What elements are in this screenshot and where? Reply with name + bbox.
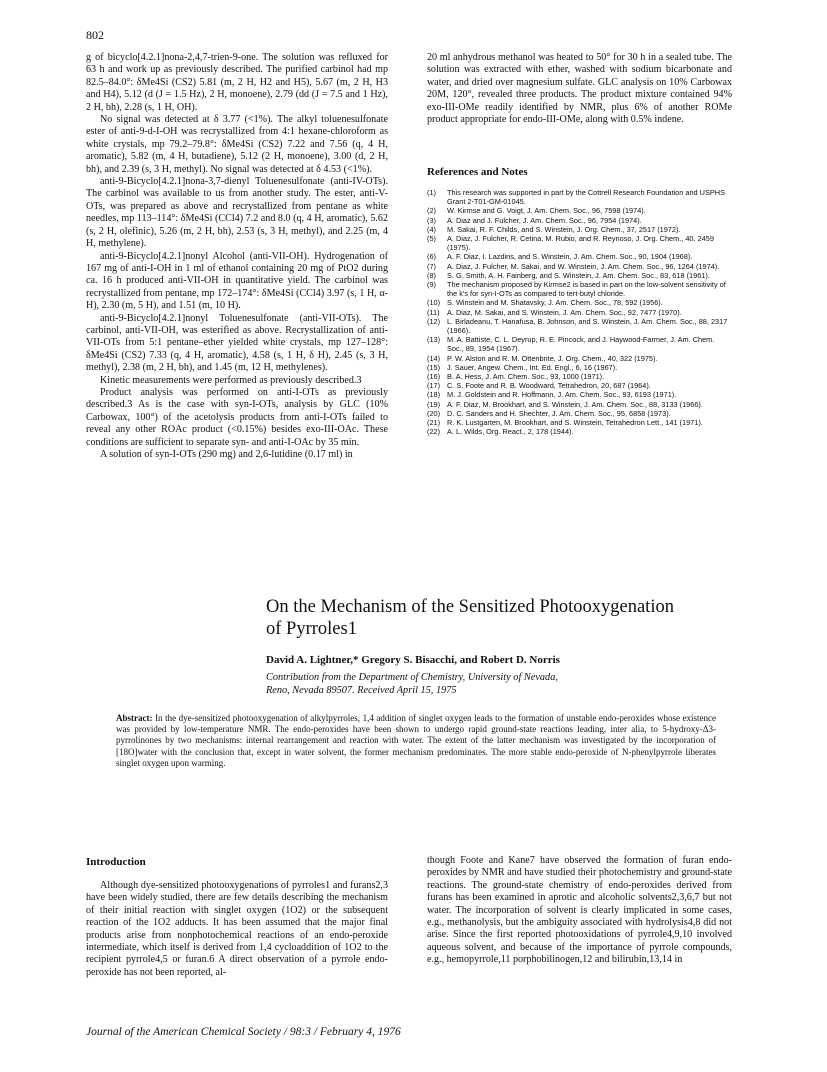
- reference-item: [427, 390, 732, 399]
- paragraph: anti-9-Bicyclo[4.2.1]nona-3,7-dienyl Toluenesulfonate (anti-IV-OTs). The carbinol was available to us from another study. The ester, anti-V-OTs, was prepared as above and recrystallized from pentane as white needles, mp 113–114°: δMe4Si (CCl4) 7.2 and 8.0 (q, 4 H, aromatic), 5.62 (s, 2 H, olefinic), 5.26 (m, 2 H, bh), 2.53 (s, 3 H, methyl), and 2.25 (m, 4 H, methylene).: [86, 176, 388, 250]
- reference-text: A. Diaz and J. Fulcher, J. Am. Chem. Soc., 96, 7954 (1974).: [447, 215, 642, 225]
- abstract: [116, 713, 716, 769]
- introduction-heading: Introduction: [86, 856, 146, 868]
- reference-item: [427, 206, 732, 215]
- paragraph: Although dye-sensitized photooxygenations of pyrroles1 and furans2,3 have been widely studied, there are few details describing the mechanism of their initial reaction with singlet oxygen (1O2) or the subsequent reaction of the 1O2 adducts. It has been assumed that the major final products arise from nonphotochemical reactions of an endo-peroxide intermediate, which itself is derived from 1,4 cycloaddition of 1O2 to the recipient pyrrole4,5 or furan.6 A direct observation of a pyrrole endo-peroxide has not been reported, al-: [86, 880, 388, 978]
- reference-number: (11): [427, 307, 440, 317]
- reference-number: (22): [427, 427, 441, 437]
- abstract-text: In the dye-sensitized photooxygenation of alkylpyrroles, 1,4 addition of singlet oxygen leads to the formation of unstable endo-peroxides whose existence was provided by low-temperature NMR. The endo-peroxides have been shown to undergo rapid ground-state reactions leading, inter alia, to 5-hydroxy-Δ3-pyrrolinones by two mechanisms: internal rearrangement and reaction with water. The extent of the latter mechanism was investigated by the incorporation of [18O]water with the conclusion that, except in water solvent, the former mechanism predominates. The more stable endo-peroxide of N-phenylpyrrole liberates singlet oxygen upon warming.: [116, 713, 716, 768]
- reference-number: (1): [427, 188, 436, 197]
- reference-text: J. Sauer, Angew. Chem., Int. Ed. Engl., 6, 16 (1967).: [447, 362, 618, 372]
- reference-number: (10): [427, 298, 441, 308]
- reference-number: (16): [427, 372, 441, 382]
- reference-item: [427, 400, 732, 409]
- reference-item: [427, 335, 732, 353]
- reference-number: (13): [427, 335, 441, 345]
- reference-number: (5): [427, 234, 436, 244]
- reference-item: [427, 317, 732, 335]
- reference-text: P. W. Alston and R. M. Ottenbrite, J. Org. Chem., 40, 322 (1975).: [447, 353, 658, 363]
- reference-text: L. Birladeanu, T. Hanafusa, B. Johnson, and S. Winstein, J. Am. Chem. Soc., 88, 2317 (1966).: [447, 316, 728, 336]
- page-number: 802: [86, 28, 104, 42]
- reference-item: [427, 216, 732, 225]
- reference-text: C. S. Foote and R. B. Woodward, Tetrahedron, 20, 687 (1964).: [447, 381, 651, 391]
- paragraph: 20 ml anhydrous methanol was heated to 50° for 30 h in a sealed tube. The solution was extracted with ether, washed with sodium bicarbonate and water, and dried over magnesium sulfate. GLC analysis on 10% Carbowax 20M, 120°, revealed three products. The product mixture contained 94% exo-III-OMe readily identified by NMR, plus 6% of another ROMe product appropriate for endo-III-OMe, along with 0.5% indene.: [427, 52, 732, 126]
- paragraph: No signal was detected at δ 3.77 (<1%). The alkyl toluenesulfonate ester of anti-9-d-I-OH was recrystallized from 4:1 hexane-chloroform as white crystals, mp 79.2–79.8°: δMe4Si (CS2) 7.22 and 7.56 (q, 4 H, aromatic), 5.82 (m, 4 H, butadiene), 5.12 (2 H, monoene), 3.00 (d, 2 H, bh), and 2.39 (s, 3 H, methyl). No signal was detected at δ 4.53 (<1%).: [86, 114, 388, 175]
- reference-text: S. G. Smith, A. H. Fainberg, and S. Winstein, J. Am. Chem. Soc., 83, 618 (1961).: [447, 270, 710, 280]
- affiliation-line: Reno, Nevada 89507. Received April 15, 1975: [266, 685, 457, 696]
- paragraph: Kinetic measurements were performed as previously described.3: [100, 374, 362, 386]
- reference-text: A. Diaz, M. Sakai, and S. Winstein, J. Am. Chem. Soc., 92, 7477 (1970).: [447, 307, 682, 317]
- reference-item: [427, 381, 732, 390]
- reference-item: [427, 427, 732, 436]
- paragraph: Product analysis was performed on anti-I-OTs as previously described.3 As is the case with syn-I-OTs, analysis by GLC (10% Carbowax, 100°) of the acetolysis products from anti-I-OTs failed to reveal any other ROAc product (<0.15%) besides exo-III-OAc. These conditions are sufficient to separate syn- and anti-I-OAc by 35 min.: [86, 386, 388, 448]
- reference-number: (15): [427, 362, 441, 372]
- reference-number: (20): [427, 408, 441, 418]
- reference-item: [427, 262, 732, 271]
- references-heading: References and Notes: [427, 166, 528, 178]
- introduction-right-column: [427, 855, 732, 967]
- reference-item: [427, 252, 732, 261]
- reference-number: (6): [427, 252, 436, 262]
- reference-text: S. Winstein and M. Shatavsky, J. Am. Chem. Soc., 78, 592 (1956).: [447, 298, 663, 308]
- reference-text: A. Diaz, J. Fulcher, R. Cetina, M. Rubio, and R. Reynoso, J. Org. Chem., 40, 2459 (1975).: [447, 234, 714, 253]
- affiliation: [266, 671, 558, 697]
- paragraph: though Foote and Kane7 have observed the formation of furan endo-peroxides by NMR and have studied their photochemistry and ground-state reactions. The ground-state chemistry of endo-peroxides derived from furans has been examined in aprotic and alcoholic solvents2,3,6,7 but not water. The incorporation of solvent is clearly implicated in some cases, e.g., methanolysis, but the ambiguity associated with hydrolysis4,8 did not arise. Since the first reported photooxidations of pyrrole4,9,10 involved aqueous solvent, and because of the importance of pyrrole compounds, e.g., hemopyrrole,11 porphobilinogen,12 and bilirubin,13,14 in: [427, 855, 732, 966]
- reference-number: (17): [427, 381, 441, 391]
- reference-number: (18): [427, 390, 441, 400]
- reference-item: [427, 225, 732, 234]
- paragraph: anti-9-Bicyclo[4.2.1]nonyl Toluenesulfonate (anti-VII-OTs). The carbinol, anti-VII-OH, was esterified as above. Recrystallization of anti-VII-OTs from 5:1 pentane–ether yielded white crystals, mp 127–128°: δMe4Si (CS2) 7.33 (q, 4 H, aromatic), 4.58 (s, 1 H, δ H), 2.45 (s, 3 H, methyl), 2.38 (m, 2 H, bh), and 1.45 (m, 12 H, methylenes).: [86, 312, 388, 374]
- reference-item: [427, 418, 732, 427]
- reference-number: (19): [427, 399, 441, 409]
- paragraph: g of bicyclo[4.2.1]nona-2,4,7-trien-9-one. The solution was refluxed for 63 h and work up as previously described. The purified carbinol had mp 82.5–84.0°: δMe4Si (CS2) 5.81 (m, 2 H, H2 and H5), 5.67 (m, 2 H, H3 and H4), 5.12 (d (J = 1.5 Hz), 2 H, monoene), 2.79 (dd (J = 7.5 and 1 Hz), 2 H, bh), 2.28 (s, 1 H, OH).: [86, 52, 388, 113]
- reference-number: (4): [427, 224, 436, 234]
- reference-item: [427, 354, 732, 363]
- authors: David A. Lightner,* Gregory S. Bisacchi, and Robert D. Norris: [266, 654, 560, 666]
- left-column-experimental: [86, 52, 388, 461]
- reference-number: (21): [427, 418, 441, 428]
- references-list: [427, 188, 732, 436]
- reference-text: A. Diaz, J. Fulcher, M. Sakai, and W. Winstein, J. Am. Chem. Soc., 96, 1264 (1974).: [447, 261, 720, 271]
- reference-item: [427, 372, 732, 381]
- reference-item: [427, 271, 732, 280]
- reference-text: The mechanism proposed by Kirmse2 is based in part on the low-solvent sensitivity of the k's for syn-I-OTs as compared to tert-butyl chloride.: [447, 280, 726, 299]
- reference-text: M. A. Battiste, C. L. Deyrup, R. E. Pincock, and J. Haywood-Farmer, J. Am. Chem. Soc., 89, 1954 (1967).: [447, 335, 715, 354]
- reference-text: B. A. Hess, J. Am. Chem. Soc., 93, 1000 (1971).: [447, 372, 605, 382]
- title-line: On the Mechanism of the Sensitized Photooxygenation: [266, 597, 674, 617]
- reference-item: [427, 298, 732, 307]
- reference-text: M. Sakai, R. F. Childs, and S. Winstein, J. Org. Chem., 37, 2517 (1972).: [447, 224, 681, 234]
- abstract-label: Abstract:: [116, 713, 153, 723]
- reference-text: A. F. Diaz, M. Brookhart, and S. Winstein, J. Am. Chem. Soc., 88, 3133 (1966).: [447, 399, 703, 409]
- right-column-experimental: [427, 52, 732, 126]
- reference-number: (8): [427, 270, 436, 280]
- reference-number: (3): [427, 215, 436, 225]
- journal-footer: Journal of the American Chemical Society / 98:3 / February 4, 1976: [86, 1026, 401, 1038]
- reference-text: A. L. Wilds, Org. React., 2, 178 (1944).: [447, 427, 574, 437]
- reference-number: (2): [427, 206, 436, 216]
- reference-text: R. K. Lustgarten, M. Brookhart, and S. Winstein, Tetrahedron Lett., 141 (1971).: [447, 418, 703, 428]
- article-title: [266, 596, 674, 640]
- reference-item: [427, 280, 732, 298]
- introduction-left-column: [86, 880, 388, 979]
- reference-text: W. Kirmse and G. Voigt, J. Am. Chem. Soc., 96, 7598 (1974).: [447, 206, 646, 216]
- reference-item: [427, 308, 732, 317]
- reference-item: [427, 409, 732, 418]
- affiliation-line: Contribution from the Department of Chemistry, University of Nevada,: [266, 672, 558, 683]
- reference-number: (9): [427, 280, 436, 290]
- reference-item: [427, 188, 732, 206]
- reference-item: [427, 363, 732, 372]
- reference-text: This research was supported in part by the Cottrell Research Foundation and USPHS Grant 2-T01-GM-01045.: [447, 188, 725, 207]
- paragraph: A solution of syn-I-OTs (290 mg) and 2,6-lutidine (0.17 ml) in: [100, 449, 353, 460]
- reference-text: A. F. Diaz, I. Lazdins, and S. Winstein, J. Am. Chem. Soc., 90, 1904 (1968).: [447, 252, 693, 262]
- reference-number: (12): [427, 316, 441, 326]
- reference-text: D. C. Sanders and H. Shechter, J. Am. Chem. Soc., 95, 6858 (1973).: [447, 408, 671, 418]
- reference-number: (7): [427, 261, 436, 271]
- reference-text: M. J. Goldstein and R. Hoffmann, J. Am. Chem. Soc., 93, 6193 (1971).: [447, 390, 677, 400]
- reference-item: [427, 234, 732, 252]
- reference-number: (14): [427, 353, 441, 363]
- paragraph: anti-9-Bicyclo[4.2.1]nonyl Alcohol (anti-VII-OH). Hydrogenation of 167 mg of anti-I-OH in 1 ml of ethanol containing 20 mg of PtO2 during ca. 16 h produced anti-VII-OH in quantitative yield. The carbinol was recrystallized from pentane, mp 172–174°: δMe4Si (CCl4) 3.97 (s, 1 H, α-H), 2.30 (m, 5 H), and 1.51 (m, 10 H).: [86, 250, 388, 312]
- title-line: of Pyrroles1: [266, 619, 357, 639]
